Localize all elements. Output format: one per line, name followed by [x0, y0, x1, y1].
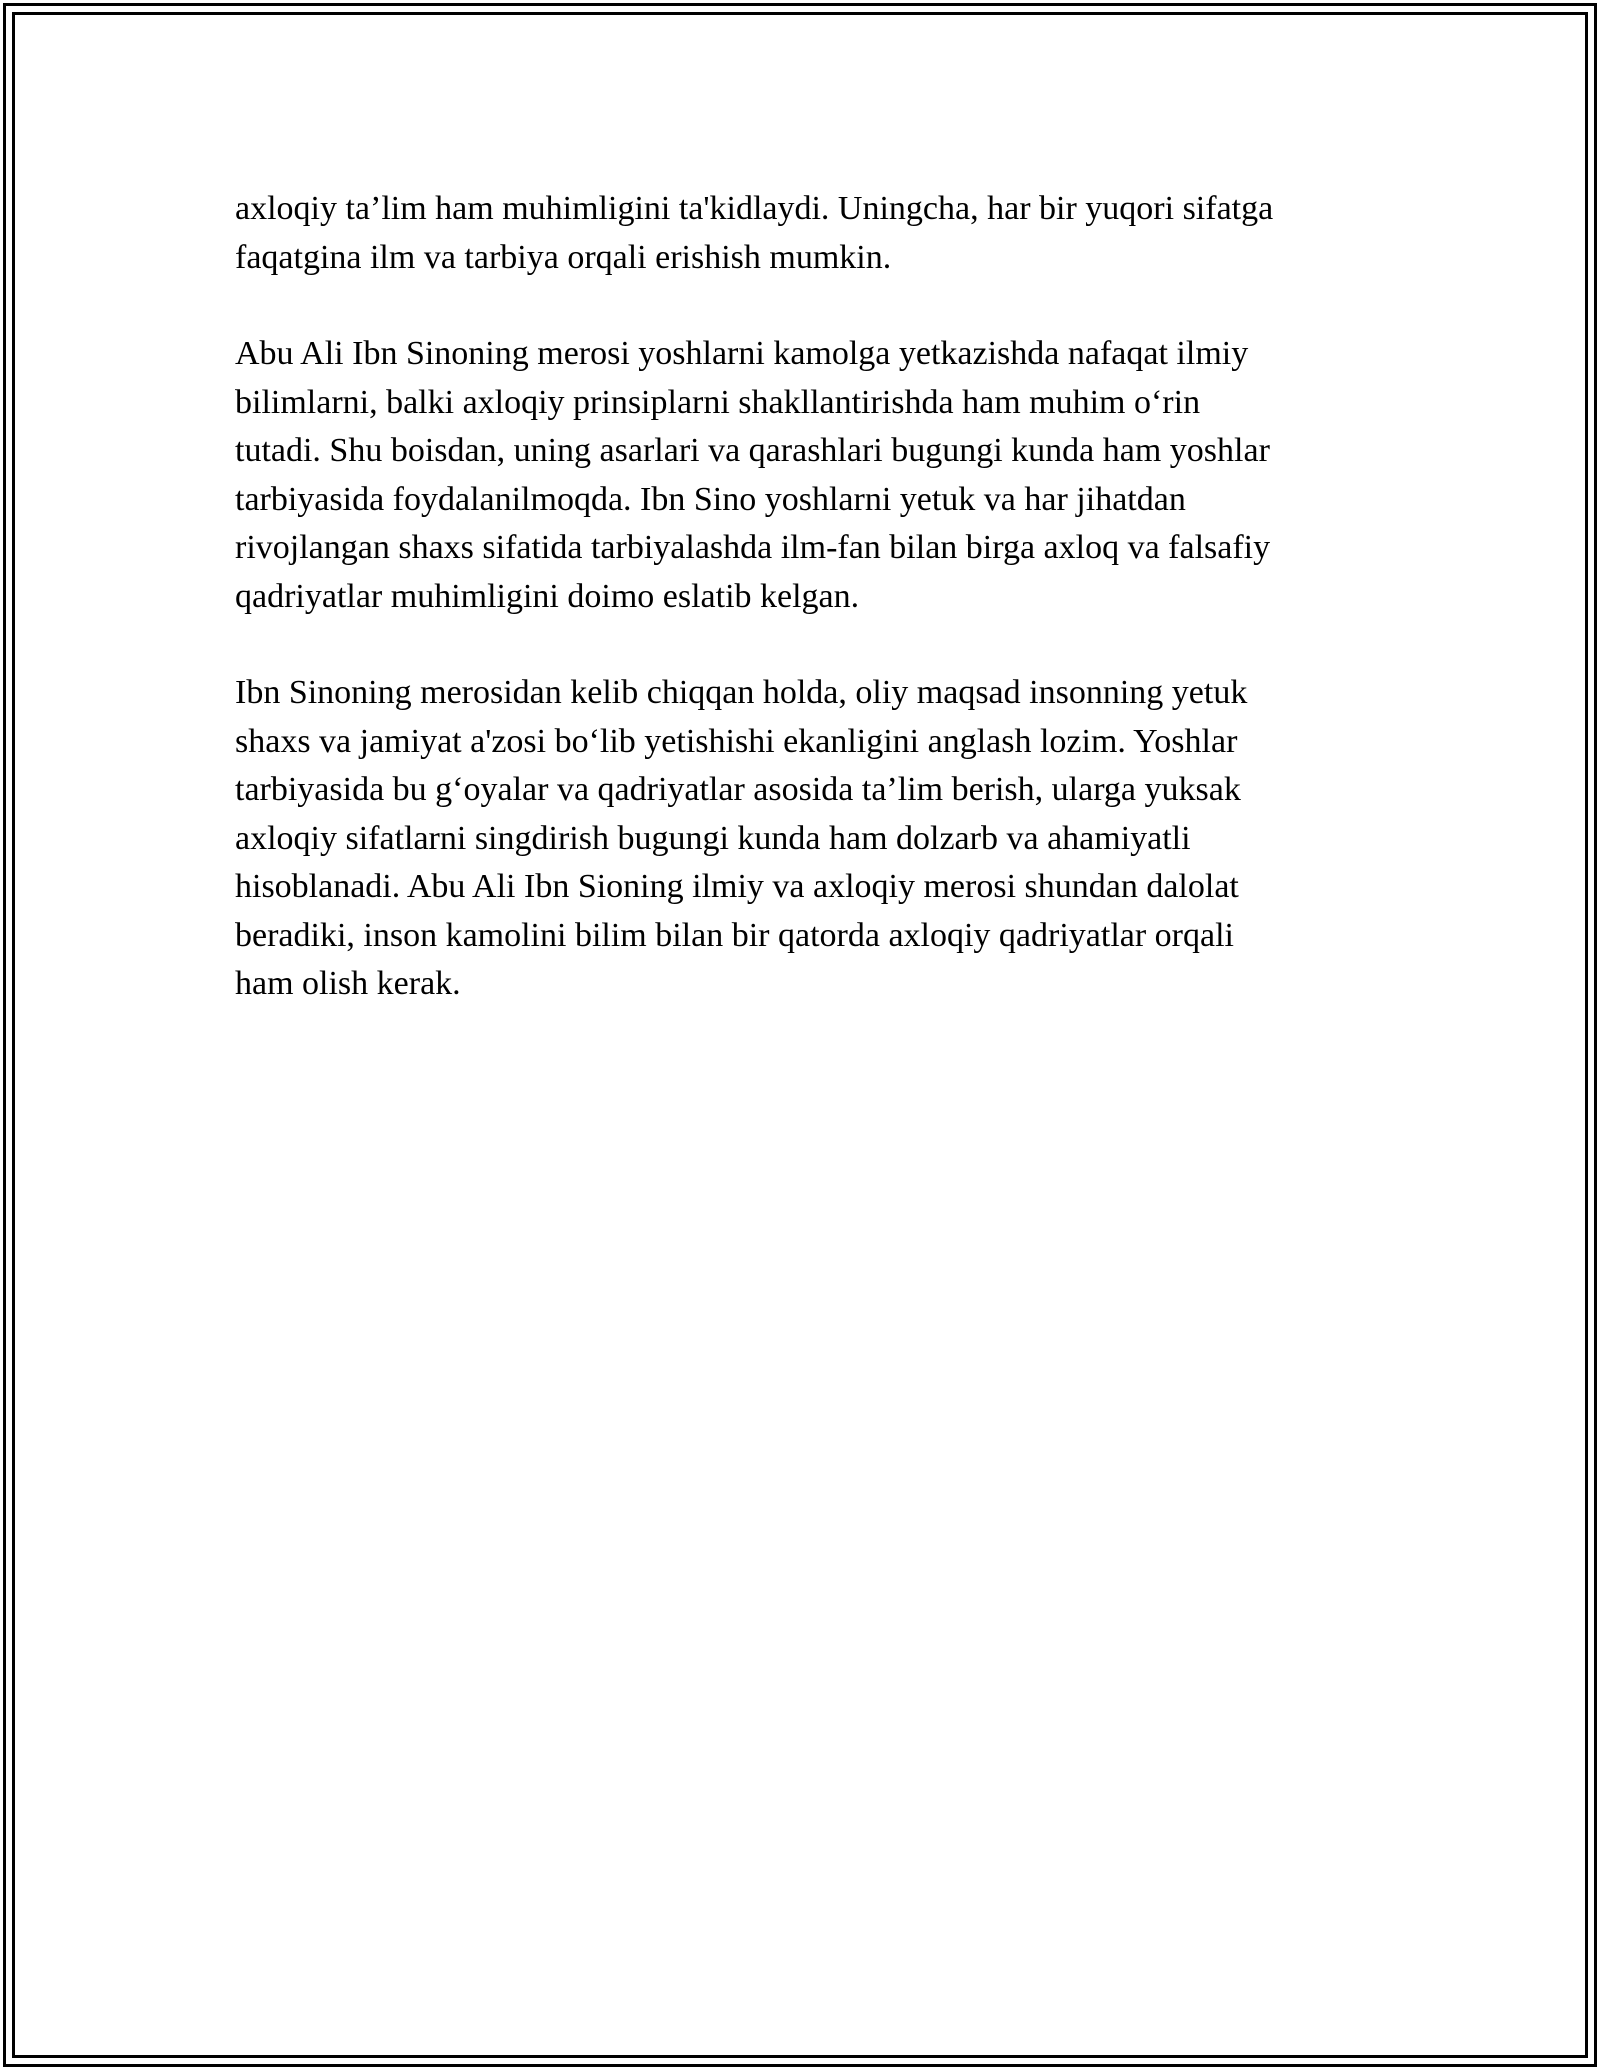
text-line: tarbiyasida bu g‘oyalar va qadriyatlar asosida ta’lim berish, ularga yuksak — [235, 771, 1241, 808]
text-line: Ibn Sinoning merosidan kelib chiqqan holda, oliy maqsad insonning yetuk — [235, 674, 1248, 711]
text-line: axloqiy sifatlarni singdirish bugungi kunda ham dolzarb va ahamiyatli — [235, 819, 1191, 857]
text-line: Abu Ali Ibn Sinoning merosi yoshlarni kamolga yetkazishda nafaqat ilmiy — [235, 335, 1249, 372]
text-line: rivojlangan shaxs sifatida tarbiyalashda ilm-fan bilan birga axloq va falsafiy — [235, 529, 1271, 566]
text-line: qadriyatlar muhimligini doimo eslatib kelgan. — [235, 577, 860, 615]
text-line: shaxs va jamiyat a'zosi bo‘lib yetishishi ekanligini anglash lozim. Yoshlar — [235, 722, 1238, 760]
text-line: hisoblanadi. Abu Ali Ibn Sioning ilmiy va axloqiy merosi shundan dalolat — [235, 868, 1239, 905]
document-body — [235, 185, 1365, 1057]
text-line: tarbiyasida foydalanilmoqda. Ibn Sino yoshlarni yetuk va har jihatdan — [235, 480, 1186, 518]
text-line: bilimlarni, balki axloqiy prinsiplarni shakllantirishda ham muhim o‘rin — [235, 383, 1201, 421]
paragraph-3 — [235, 669, 1365, 1009]
text-line: ham olish kerak. — [235, 965, 461, 1002]
text-line: faqatgina ilm va tarbiya orqali erishish mumkin. — [235, 238, 892, 276]
paragraph-2 — [235, 330, 1365, 621]
paragraph-1 — [235, 185, 1365, 282]
text-line: axloqiy ta’lim ham muhimligini ta'kidlaydi. Uningcha, har bir yuqori sifatga — [235, 190, 1274, 227]
text-line: tutadi. Shu boisdan, uning asarlari va qarashlari bugungi kunda ham yoshlar — [235, 432, 1270, 469]
text-line: beradiki, inson kamolini bilim bilan bir qatorda axloqiy qadriyatlar orqali — [235, 916, 1234, 954]
